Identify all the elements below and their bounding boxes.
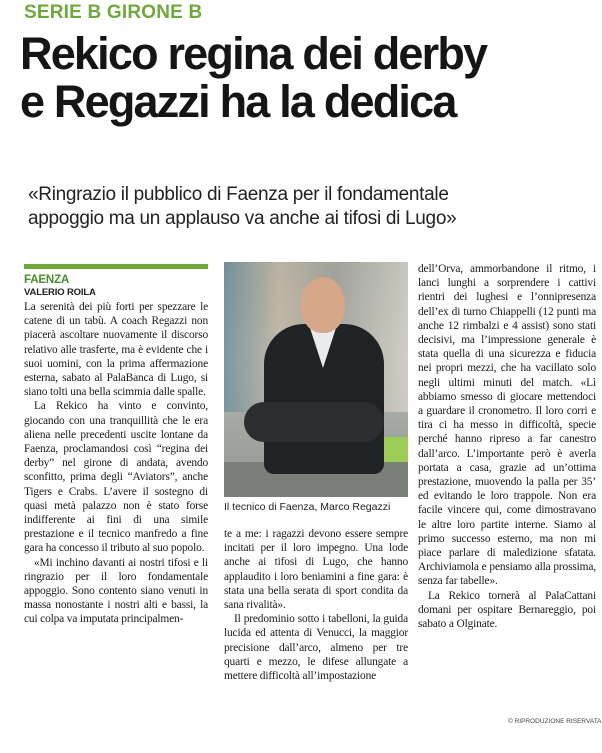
article-column-3 [418,262,596,631]
copyright-notice: © RIPRODUZIONE RISERVATA [508,718,602,725]
photo-figure-arms [244,402,384,442]
dateline-place: FAENZA [24,274,70,286]
subheadline-line-2: appoggio ma un applauso va anche ai tifosi di Lugo» [28,208,457,229]
section-rule [24,264,208,269]
subheadline-line-1: «Ringrazio il pubblico di Faenza per il fondamentale [28,184,449,205]
paragraph: La Rekico tornerà al PalaCattani domani per ospitare Bernareggio, poi sabato a Olginate. [418,589,596,631]
paragraph: dell’Orva, ammorbandone il ritmo, i lanci lunghi a sorprendere i cattivi rientri dei lughesi e l’onnipresenza dell’ex di turno Chiappelli (12 punti ma anche 12 rimbalzi e 4 assist) sono stati decisivi, ma l’impressione generale è stata quella di una sicurezza e fiducia nei propri mezzi, che ha vacillato solo negli ultimi minuti del match. «Lì abbiamo smesso di giocare mettendoci a guardare il cronometro. Il loro corri e tira ci ha messo in difficoltà, specie perché hanno ripreso a far canestro dall’arco. L’importante però è averla portata a casa, grazie ad un’ottima prestazione, muovendo la palla per 35’ ed evitando le loro trappole. Non era facile vincere qui, come dimostravano le altre loro partite interne. Siamo al primo successo esterno, ma non mi piace parlare di maledizione sfatata. Archiviamola e pensiamo alla prossima, senza far tabelle». [418,263,596,588]
photo-figure-head [301,277,345,333]
headline-line-2: e Regazzi ha la dedica [20,76,456,127]
coach-photo [224,262,408,497]
subheadline [28,183,600,231]
headline [20,30,600,126]
article-column-2 [224,527,408,683]
paragraph: La Rekico ha vinto e convinto, giocando con una tranquillità che le era aliena nelle precedenti uscite lontane da Faenza, proclamandosi così “regina dei derby” nel girone di andata, avendo sconfitto, prima degli “Aviators”, anche Tigers e Crabs. L’avere il sostegno di quasi metà palazzo non è stato forse indifferente ai fini di una simile prestazione e il tecnico manfredo a fine gara ha concesso il tributo al suo popolo. [24,400,208,555]
paragraph: «Mi inchino davanti ai nostri tifosi e li ringrazio per il loro fondamentale appoggio. Sono contento siano venuti in massa nonostante i nostri alti e bassi, la cui colpa va imputata principalmen- [24,556,208,626]
article-column-1 [24,264,208,627]
photo-caption: Il tecnico di Faenza, Marco Regazzi [224,501,391,513]
paragraph: te a me: i ragazzi devono essere sempre incitati per il loro impegno. Una lode anche ai tifosi di Lugo, che hanno applaudito i loro beniamini a fine gara: è stata una bella serata di sport condita da sana rivalità». [224,528,408,612]
paragraph: Il predominio sotto i tabelloni, la guida lucida ed attenta di Venucci, la maggior precisione dall’arco, almeno per tre quarti e mezzo, le difese allungate a mettere difficoltà all’impostazione [224,613,408,683]
headline-line-1: Rekico regina dei derby [20,28,487,79]
paragraph: La serenità dei più forti per spezzare le catene di un tabù. A coach Regazzi non piacerà ascoltare nuovamente il discorso relativo alle trasferte, ma è evidente che i suoi uomini, con la prima affermazione esterna, sabato al PalaBanca di Lugo, si siano tolti una bella scimmia dalle spalle. [24,301,208,399]
section-kicker: SERIE B GIRONE B [24,2,203,23]
author-byline: VALERIO ROILA [24,287,96,298]
